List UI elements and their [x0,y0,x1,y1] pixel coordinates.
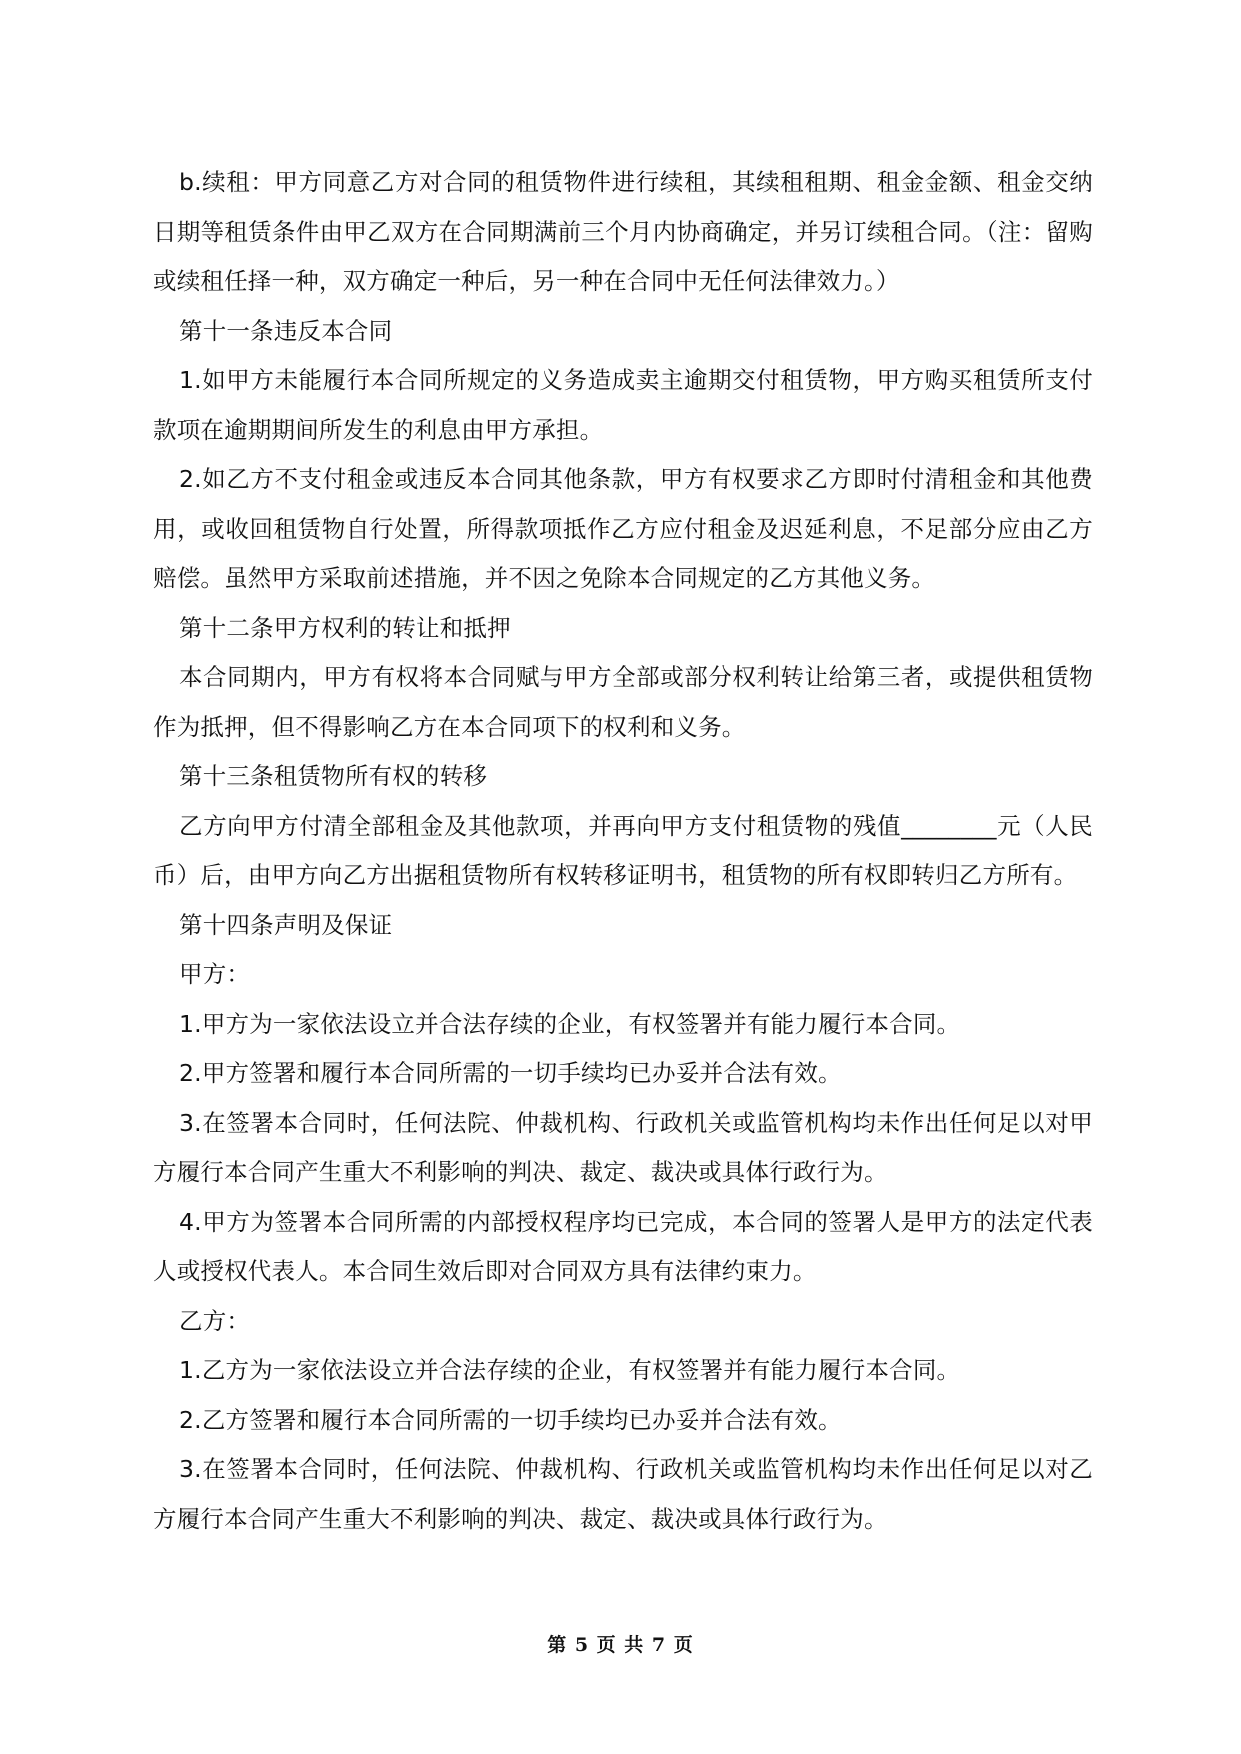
section-heading-11: 第十一条违反本合同 [179,316,393,345]
section-heading-12: 第十二条甲方权利的转让和抵押 [179,613,511,642]
party-a-item-4: 4.甲方为签署本合同所需的内部授权程序均已完成，本合同的签署人是甲方的法定代表人或授权代表人。本合同生效后即对合同双方具有法律约束力。 [153,1207,1093,1285]
section-heading-14: 第十四条声明及保证 [179,910,393,939]
party-b-label: 乙方： [179,1306,251,1335]
paragraph-11-2: 2.如乙方不支付租金或违反本合同其他条款，甲方有权要求乙方即时付清租金和其他费用，或收回租赁物自行处置，所得款项抵作乙方应付租金及迟延利息，不足部分应由乙方赔偿。虽然甲方采取前述措施，并不因之免除本合同规定的乙方其他义务。 [153,465,1093,592]
paragraph-12: 本合同期内，甲方有权将本合同赋与甲方全部或部分权利转让给第三者，或提供租赁物作为抵押，但不得影响乙方在本合同项下的权利和义务。 [153,663,1093,741]
party-a-label: 甲方： [179,960,251,988]
paragraph-11-1: 1.如甲方未能履行本合同所规定的义务造成卖主逾期交付租赁物，甲方购买租赁所支付款项在逾期期间所发生的利息由甲方承担。 [153,366,1093,444]
paragraph-renewal: b.续租：甲方同意乙方对合同的租赁物件进行续租，其续租租期、租金金额、租金交纳日期等租赁条件由甲乙双方在合同期满前三个月内协商确定，并另订续租合同。（注：留购或续租任择一种，双方确定一种后，另一种在合同中无任何法律效力。） [153,168,1093,295]
party-a-item-3: 3.在签署本合同时，任何法院、仲裁机构、行政机关或监管机构均未作出任何足以对甲方履行本合同产生重大不利影响的判决、裁定、裁决或具体行政行为。 [153,1108,1093,1186]
page-number-footer: 第 5 页 共 7 页 [547,1634,694,1656]
party-a-item-1: 1.甲方为一家依法设立并合法存续的企业，有权签署并有能力履行本合同。 [179,1009,961,1038]
document-body [153,158,1093,1544]
paragraph-13: 乙方向甲方付清全部租金及其他款项，并再向甲方支付租赁物的残值________元（人民币）后，由甲方向乙方出据租赁物所有权转移证明书，租赁物的所有权即转归乙方所有。 [153,811,1093,889]
section-heading-13: 第十三条租赁物所有权的转移 [179,762,488,790]
party-b-item-1: 1.乙方为一家依法设立并合法存续的企业，有权签署并有能力履行本合同。 [179,1356,961,1384]
party-b-item-2: 2.乙方签署和履行本合同所需的一切手续均已办妥并合法有效。 [179,1405,842,1434]
party-b-item-3: 3.在签署本合同时，任何法院、仲裁机构、行政机关或监管机构均未作出任何足以对乙方履行本合同产生重大不利影响的判决、裁定、裁决或具体行政行为。 [153,1455,1093,1533]
party-a-item-2: 2.甲方签署和履行本合同所需的一切手续均已办妥并合法有效。 [179,1059,842,1087]
